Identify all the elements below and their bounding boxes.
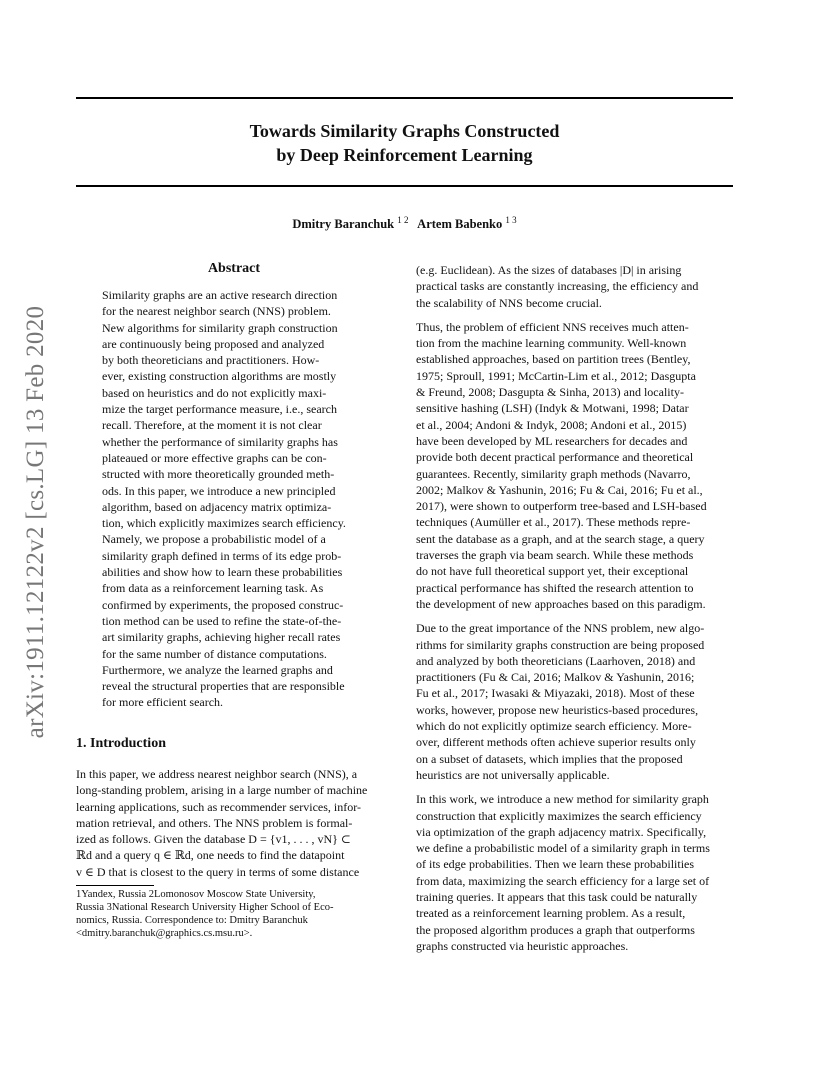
paragraph-line: In this work, we introduce a new method for similarity graph xyxy=(416,792,709,807)
footnote-rule xyxy=(76,885,154,886)
title-line-2: by Deep Reinforcement Learning xyxy=(276,145,533,165)
paragraph-line: established approaches, based on partition trees (Bentley, xyxy=(416,352,691,367)
abstract-line: for more efficient search. xyxy=(102,695,224,710)
intro-line: In this paper, we address nearest neighbor search (NNS), a xyxy=(76,767,358,781)
paragraph-line: construction that explicitly maximizes the search efficiency xyxy=(416,808,702,823)
arxiv-stamp-container xyxy=(0,0,60,1072)
abstract-line: whether the performance of similarity graphs has xyxy=(102,434,338,449)
footnote-line: nomics, Russia. Correspondence to: Dmitry Baranchuk xyxy=(76,915,308,926)
introduction-heading: 1. Introduction xyxy=(76,736,166,751)
paragraph-line: and analyzed by both theoreticians (Laarhoven, 2018) and xyxy=(416,653,696,668)
paragraph-line: works, however, propose new heuristics-based procedures, xyxy=(416,702,699,717)
paragraph-line: traverses the graph via beam search. While these methods xyxy=(416,548,694,563)
paragraph-line: tion from the machine learning community. Well-known xyxy=(416,336,687,351)
introduction-body xyxy=(76,766,392,880)
author-name: Artem Babenko xyxy=(417,217,503,232)
paragraph-line: sensitive hashing (LSH) (Indyk & Motwani, 1998; Datar xyxy=(416,401,689,416)
paragraph-line: the scalability of NNS become crucial. xyxy=(416,295,602,310)
paragraph-line: graphs constructed via heuristic approaches. xyxy=(416,938,629,953)
abstract-heading: Abstract xyxy=(207,261,261,276)
paragraph-line: guarantees. Recently, similarity graph methods (Navarro, xyxy=(416,466,691,481)
abstract-line: Namely, we propose a probabilistic model of a xyxy=(102,532,326,547)
paragraph-line: (e.g. Euclidean). As the sizes of databases |D| in arising xyxy=(416,263,682,277)
intro-line: mation retrieval, and others. The NNS problem is formal- xyxy=(76,815,353,830)
abstract-line: plateaued or more effective graphs can be con- xyxy=(102,450,327,465)
title-line-1: Towards Similarity Graphs Constructed xyxy=(249,121,560,141)
affiliation-footnote xyxy=(76,888,392,940)
abstract-line: structed with more theoretically grounded meth- xyxy=(102,467,335,482)
paragraph-line: we define a probabilistic model of a similarity graph in terms xyxy=(416,841,710,856)
paragraph-line: practical performance has shifted the research attention to xyxy=(416,580,694,595)
abstract-line: tion method can be used to refine the state-of-the- xyxy=(102,613,342,628)
abstract-line: algorithm, based on adjacency matrix optimiza- xyxy=(102,499,332,514)
abstract-line: reveal the structural properties that are responsible xyxy=(102,679,345,694)
intro-line: long-standing problem, arising in a large number of machine xyxy=(76,783,368,798)
abstract-line: confirmed by experiments, the proposed construc- xyxy=(102,597,344,612)
intro-line: ℝd and a query q ∈ ℝd, one needs to find the datapoint xyxy=(76,848,345,863)
paragraph xyxy=(416,620,734,783)
abstract-line: Similarity graphs are an active research direction xyxy=(102,288,338,302)
paragraph-line: via optimization of the graph adjacency matrix. Specifically, xyxy=(416,824,707,839)
title-bottom-rule xyxy=(76,185,733,187)
author-affiliation: 1 2 xyxy=(397,215,409,225)
paragraph-line: & Freund, 2008; Dasgupta & Sinha, 2013) and locality- xyxy=(416,385,684,400)
paragraph-line: provide both decent practical performance and theoretical xyxy=(416,450,694,465)
paragraph-line: do not have full theoretical support yet, their exceptional xyxy=(416,564,689,579)
author-affiliation: 1 3 xyxy=(505,215,517,225)
abstract-line: tion, which explicitly maximizes search efficiency. xyxy=(102,516,346,531)
paragraph-line: practitioners (Fu & Cai, 2016; Malkov & Yashunin, 2016; xyxy=(416,670,695,685)
paragraph-line: training queries. It appears that this task could be naturally xyxy=(416,889,698,904)
abstract-body xyxy=(102,287,366,711)
abstract-line: mize the target performance measure, i.e., search xyxy=(102,402,337,417)
footnote-line: <dmitry.baranchuk@graphics.cs.msu.ru>. xyxy=(76,928,253,939)
abstract-line: from data as a reinforcement learning task. As xyxy=(102,581,324,596)
abstract-line: New algorithms for similarity graph construction xyxy=(102,320,338,335)
abstract-line: by both theoreticians and practitioners. How- xyxy=(102,353,320,368)
abstract-line: Furthermore, we analyze the learned graphs and xyxy=(102,662,333,677)
abstract-line: art similarity graphs, achieving higher recall rates xyxy=(102,630,341,645)
paragraph-line: 1975; Sproull, 1991; McCartin-Lim et al., 2012; Dasgupta xyxy=(416,368,696,383)
abstract-line: abilities and show how to learn these probabilities xyxy=(102,565,343,580)
abstract-line: for the nearest neighbor search (NNS) problem. xyxy=(102,304,331,319)
paragraph-line: treated as a reinforcement learning problem. As a result, xyxy=(416,906,686,921)
abstract-line: similarity graph defined in terms of its edge prob- xyxy=(102,548,342,563)
abstract-line: ods. In this paper, we introduce a new principled xyxy=(102,483,336,498)
intro-line: ized as follows. Given the database D = {v1, . . . , vN} ⊂ xyxy=(76,832,351,847)
abstract-line: are continuously being proposed and analyzed xyxy=(102,336,325,351)
paragraph-line: techniques (Aumüller et al., 2017). These methods repre- xyxy=(416,515,691,530)
paragraph-line: on a subset of datasets, which implies that the proposed xyxy=(416,751,683,766)
intro-line: v ∈ D that is closest to the query in terms of some distance xyxy=(76,864,360,879)
paragraph-line: Due to the great importance of the NNS problem, new algo- xyxy=(416,621,705,636)
right-column-body xyxy=(416,262,734,962)
paper-title xyxy=(76,119,733,167)
abstract-line: ever, existing construction algorithms are mostly xyxy=(102,369,337,384)
footnote-line: Russia 3National Research University Higher School of Eco- xyxy=(76,902,334,913)
paragraph-line: over, different methods often achieve superior results only xyxy=(416,735,696,750)
paragraph xyxy=(416,319,734,612)
paragraph-line: Thus, the problem of efficient NNS receives much atten- xyxy=(416,319,689,334)
paragraph-line: heuristics are not universally applicable. xyxy=(416,767,610,782)
title-top-rule xyxy=(76,97,733,99)
abstract-line: recall. Therefore, at the moment it is not clear xyxy=(102,418,322,433)
arxiv-identifier: arXiv:1911.12122v2 [cs.LG] 13 Feb 2020 xyxy=(22,305,49,739)
paragraph-line: Fu et al., 2017; Iwasaki & Miyazaki, 2018). Most of these xyxy=(416,686,695,701)
intro-line: learning applications, such as recommender services, infor- xyxy=(76,799,361,814)
paragraph-line: practical tasks are constantly increasing, the efficiency and xyxy=(416,279,699,294)
paragraph-line: 2002; Malkov & Yashunin, 2016; Fu & Cai, 2016; Fu et al., xyxy=(416,482,703,497)
paragraph-line: which do not explicitly optimize search efficiency. More- xyxy=(416,719,692,734)
abstract-line: for the same number of distance computations. xyxy=(102,646,327,661)
paragraph-line: rithms for similarity graphs construction are being proposed xyxy=(416,637,705,652)
paragraph xyxy=(416,262,734,311)
footnote-line: 1Yandex, Russia 2Lomonosov Moscow State University, xyxy=(76,889,316,900)
paragraph-line: the development of new approaches based on this paradigm. xyxy=(416,596,706,611)
paragraph-line: of its edge probabilities. Then we learn these probabilities xyxy=(416,857,695,872)
paragraph-line: the proposed algorithm produces a graph that outperforms xyxy=(416,922,695,937)
author-name: Dmitry Baranchuk xyxy=(292,217,395,232)
paragraph xyxy=(416,791,734,954)
paragraph-line: have been developed by ML researchers for decades and xyxy=(416,433,688,448)
paragraph-line: sent the database as a graph, and at the search stage, a query xyxy=(416,531,705,546)
paragraph-line: et al., 2004; Andoni & Indyk, 2008; Andoni et al., 2015) xyxy=(416,417,687,432)
abstract-line: based on heuristics and do not explicitly maxi- xyxy=(102,385,327,400)
paragraph-line: from data, maximizing the search efficiency for a large set of xyxy=(416,873,710,888)
author-list xyxy=(76,215,733,232)
paragraph-line: 2017), were shown to outperform tree-based and LSH-based xyxy=(416,499,707,514)
